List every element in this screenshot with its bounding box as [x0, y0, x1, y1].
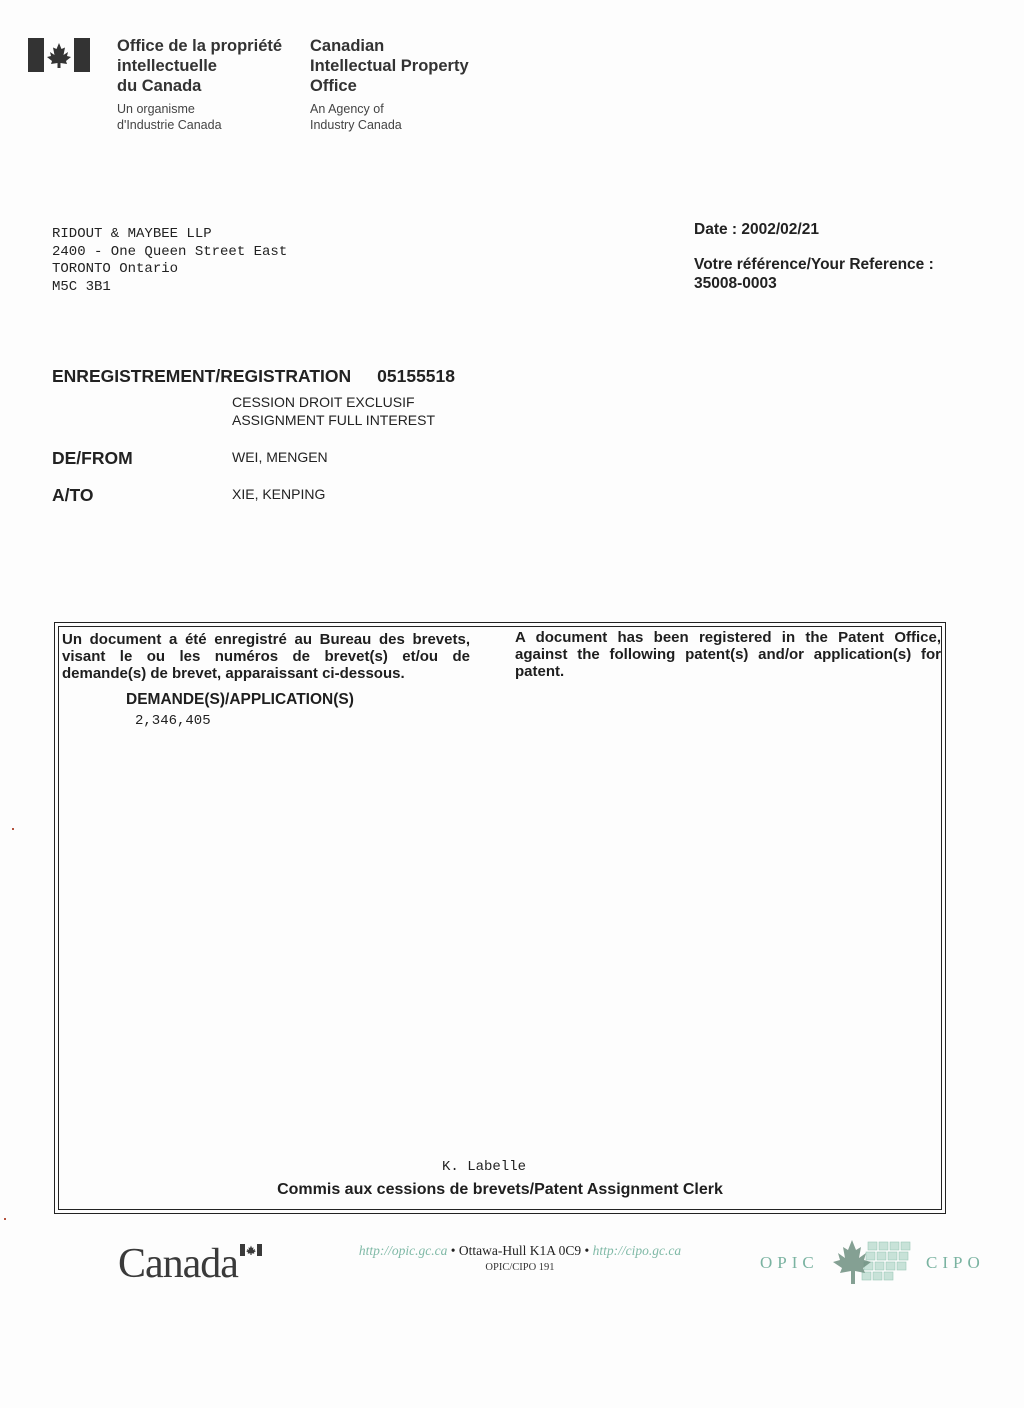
address-line: M5C 3B1: [52, 278, 111, 295]
office-name-en-line-3: Office: [310, 77, 357, 95]
office-name-en-line-2: Intellectual Property: [310, 57, 469, 75]
opic-label: OPIC: [760, 1253, 819, 1272]
cipo-label: CIPO: [926, 1253, 985, 1272]
scan-speck: [4, 1218, 6, 1220]
notice-frame: [54, 622, 946, 1214]
agency-en-line-2: Industry Canada: [310, 118, 402, 132]
application-number: 2,346,405: [135, 713, 211, 729]
office-name-fr-line-2: intellectuelle: [117, 57, 217, 75]
applications-heading: DEMANDE(S)/APPLICATION(S): [126, 691, 354, 708]
date-reference-block: [694, 221, 934, 293]
canada-flag-icon: [28, 38, 90, 72]
office-name-fr-line-1: Office de la propriété: [117, 37, 283, 55]
agency-english: [310, 101, 469, 133]
from-value: WEI, MENGEN: [232, 449, 328, 465]
signer-name: K. Labelle: [442, 1159, 527, 1175]
registration-heading: [52, 366, 455, 387]
registration-type-fr: CESSION DROIT EXCLUSIF: [232, 394, 415, 410]
scan-speck: [12, 828, 14, 830]
url-opic-link[interactable]: http://opic.gc.ca: [358, 1243, 448, 1258]
form-code: OPIC/CIPO 191: [485, 1262, 555, 1273]
office-name-en-line-1: Canadian: [310, 37, 385, 55]
date-line: [694, 221, 934, 239]
date-value: 2002/02/21: [741, 221, 819, 238]
separator-dot: •: [450, 1243, 456, 1258]
agency-fr-line-1: Un organisme: [117, 102, 195, 116]
to-label: A/TO: [52, 485, 94, 505]
registration-label: ENREGISTREMENT/REGISTRATION: [52, 366, 352, 386]
signer-title: Commis aux cessions de brevets/Patent Assignment Clerk: [277, 1181, 723, 1198]
url-cipo-link[interactable]: http://cipo.gc.ca: [592, 1243, 682, 1258]
registration-number: 05155518: [377, 366, 456, 386]
from-label: DE/FROM: [52, 448, 133, 468]
wordmark-flag-icon: [240, 1244, 262, 1256]
agency-fr-line-2: d'Industrie Canada: [117, 118, 222, 132]
date-label: Date :: [694, 221, 738, 238]
canada-wordmark: Canada: [118, 1241, 238, 1287]
agency-en-line-1: An Agency of: [310, 102, 384, 116]
address-line: 2400 - One Queen Street East: [52, 243, 288, 260]
office-name-french: [117, 36, 282, 133]
office-name-fr-line-3: du Canada: [117, 77, 202, 95]
recipient-address: [52, 226, 287, 296]
address-line: RIDOUT & MAYBEE LLP: [52, 226, 212, 242]
to-value: XIE, KENPING: [232, 486, 326, 502]
footer-address: Ottawa-Hull K1A 0C9: [458, 1243, 582, 1258]
agency-french: [117, 101, 282, 133]
registration-type-en: ASSIGNMENT FULL INTEREST: [232, 412, 436, 428]
address-line: TORONTO Ontario: [52, 261, 179, 277]
office-name-english: [310, 36, 469, 133]
notice-english: A document has been registered in the Patent Office, against the following patent(s) and/or application(s) for patent.: [515, 629, 941, 680]
maple-leaf-grid-logo-icon: [828, 1236, 922, 1288]
reference-value: 35008-0003: [694, 275, 777, 292]
reference-label: Votre référence/Your Reference :: [694, 256, 934, 273]
registration-type: [232, 393, 435, 429]
separator-dot: •: [584, 1243, 590, 1258]
notice-french: Un document a été enregistré au Bureau des brevets, visant le ou les numéros de brevet(s) et/ou de demande(s) de brevet, apparaissant ci-dessous.: [62, 631, 470, 682]
footer-contact-line: [310, 1243, 730, 1259]
